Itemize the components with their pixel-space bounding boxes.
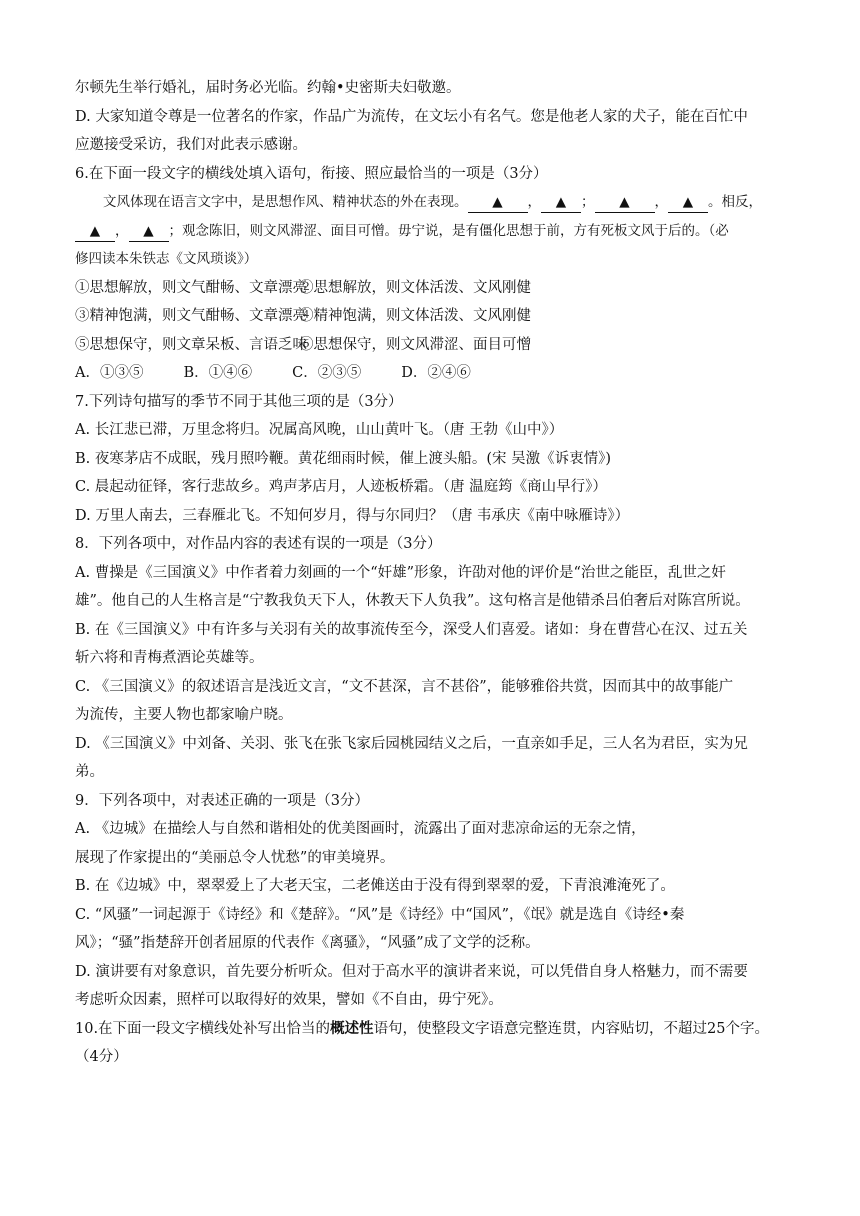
question-6-stem: 6.在下面一段文字的横线处填入语句，衔接、照应最恰当的一项是（3分） bbox=[75, 165, 548, 182]
question-7-option-d: D. 万里人南去，三春雁北飞。不知何岁月，得与尔同归？（唐 韦承庆《南中咏雁诗》） bbox=[75, 507, 630, 524]
question-8-option-a-cont: 雄”。他自己的人生格言是“宁教我负天下人，休教天下人负我”。这句格言是他错杀吕伯奢后对陈宫所说。 bbox=[75, 593, 750, 609]
question-7-option-c: C. 晨起动征铎，客行悲故乡。鸡声茅店月，人迹板桥霜。（唐 温庭筠《商山早行》） bbox=[75, 479, 607, 495]
text-line: 尔顿先生举行婚礼，届时务必光临。约翰•史密斯夫妇敬邀。 bbox=[75, 80, 461, 96]
emphasis-text: 概述性 bbox=[330, 1019, 374, 1037]
question-7-stem: 7.下列诗句描写的季节不同于其他三项的是（3分） bbox=[75, 393, 403, 410]
question-8-option-b-cont: 斩六将和青梅煮酒论英雄等。 bbox=[75, 650, 264, 666]
question-8-stem: 8．下列各项中，对作品内容的表述有误的一项是（3分） bbox=[75, 536, 442, 552]
question-6-source: 修四读本朱铁志《文风琐谈》） bbox=[75, 251, 258, 267]
passage-text: 文风体现在语言文字中，是思想作风、精神状态的外在表现。 bbox=[103, 194, 468, 210]
question-8-option-c: C. 《三国演义》的叙述语言是浅近文言，“文不甚深，言不甚俗”，能够雅俗共赏，因而其中的故事能广 bbox=[75, 678, 734, 695]
stem-text: 10.在下面一段文字横线处补写出恰当的 bbox=[75, 1020, 331, 1037]
punctuation: ， bbox=[527, 194, 541, 210]
option-row bbox=[75, 331, 795, 360]
option-row bbox=[75, 302, 795, 331]
question-9-option-a: A. 《边城》在描绘人与自然和谐相处的优美图画时，流露出了面对悲凉命运的无奈之情， bbox=[75, 821, 646, 837]
choice-a[interactable]: A．①③⑤ bbox=[75, 365, 144, 381]
exam-page bbox=[75, 74, 795, 1072]
fill-blank[interactable]: ▲ bbox=[468, 193, 528, 213]
punctuation: ， bbox=[654, 194, 668, 210]
question-8-option-d-cont: 弟。 bbox=[75, 764, 104, 780]
question-8-option-d: D. 《三国演义》中刘备、关羽、张飞在张飞家后园桃园结义之后，一直亲如手足，三人名为君臣，实为兄 bbox=[75, 735, 748, 752]
punctuation: ； bbox=[581, 194, 595, 210]
question-8-option-a: A. 曹操是《三国演义》中作者着力刻画的一个“奸雄”形象，许劭对他的评价是“治世之能臣，乱世之奸 bbox=[75, 564, 726, 581]
punctuation: ， bbox=[115, 222, 129, 239]
text-line: 应邀接受采访，我们对此表示感谢。 bbox=[75, 137, 307, 153]
fill-blank[interactable]: ▲ bbox=[668, 193, 708, 213]
fill-blank[interactable]: ▲ bbox=[541, 193, 581, 213]
question-8-option-c-cont: 为流传，主要人物也都家喻户晓。 bbox=[75, 707, 293, 723]
question-8-option-b: B. 在《三国演义》中有许多与关羽有关的故事流传至今，深受人们喜爱。诸如：身在曹营心在汉、过五关 bbox=[75, 621, 748, 638]
question-10-stem bbox=[75, 1015, 795, 1044]
choice-c[interactable]: C．②③⑤ bbox=[292, 365, 362, 381]
question-9-option-c-cont: 风》；“骚”指楚辞开创者屈原的代表作《离骚》，“风骚”成了文学的泛称。 bbox=[75, 935, 540, 951]
option-row bbox=[75, 274, 795, 303]
option-5: ⑤思想保守，则文章呆板、言语乏味 bbox=[75, 336, 307, 353]
choice-b[interactable]: B．①④⑥ bbox=[183, 365, 253, 381]
question-9-stem: 9．下列各项中，对表述正确的一项是（3分） bbox=[75, 792, 369, 809]
question-9-option-c: C. “风骚”一词起源于《诗经》和《楚辞》。“风”是《诗经》中“国风”，《氓》就是选自《诗经•秦 bbox=[75, 906, 685, 923]
passage-text: 。相反， bbox=[708, 194, 762, 210]
option-3: ③精神饱满，则文气酣畅、文章漂亮 bbox=[75, 308, 307, 324]
fill-blank[interactable]: ▲ bbox=[129, 222, 169, 242]
text-line: D. 大家知道令尊是一位著名的作家，作品广为流传，在文坛小有名气。您是他老人家的犬子，能在百忙中 bbox=[75, 108, 748, 125]
question-7-option-b: B. 夜寒茅店不成眠，残月照吟鞭。黄花细雨时候，催上渡头船。(宋 吴激《诉衷情》) bbox=[75, 450, 612, 467]
choice-d[interactable]: D．②④⑥ bbox=[401, 365, 471, 381]
fill-blank[interactable]: ▲ bbox=[75, 222, 115, 242]
option-1: ①思想解放，则文气酣畅、文章漂亮 bbox=[75, 279, 307, 296]
option-2: ②思想解放，则文体活泼、文风刚健 bbox=[299, 279, 531, 296]
question-6-passage-line bbox=[75, 188, 795, 217]
passage-text: ；观念陈旧，则文风滞涩、面目可憎。毋宁说，是有僵化思想于前，方有死板文风于后的。（必 bbox=[168, 222, 729, 239]
question-9-option-d: D. 演讲要有对象意识，首先要分析听众。但对于高水平的演讲者来说，可以凭借自身人格魅力，而不需要 bbox=[75, 963, 748, 980]
question-7-option-a: A. 长江悲已滞，万里念将归。况属高风晚，山山黄叶飞。（唐 王勃《山中》） bbox=[75, 422, 564, 438]
option-4: ④精神饱满，则文体活泼、文风刚健 bbox=[299, 308, 531, 324]
option-6: ⑥思想保守，则文风滞涩、面目可憎 bbox=[299, 336, 531, 353]
question-9-option-d-cont: 考虑听众因素，照样可以取得好的效果，譬如《不自由，毋宁死》。 bbox=[75, 992, 503, 1008]
choice-row bbox=[75, 359, 795, 388]
question-10-score: （4分） bbox=[75, 1049, 128, 1065]
question-6-passage-line bbox=[75, 217, 795, 246]
question-9-option-a-cont: 展现了作家提出的“美丽总令人忧愁”的审美境界。 bbox=[75, 849, 395, 866]
question-9-option-b: B. 在《边城》中，翠翠爱上了大老天宝，二老傩送由于没有得到翠翠的爱，下青浪滩淹死了。 bbox=[75, 878, 675, 894]
fill-blank[interactable]: ▲ bbox=[595, 193, 655, 213]
stem-text: 语句，使整段文字语意完整连贯，内容贴切，不超过25个字。 bbox=[373, 1020, 770, 1037]
